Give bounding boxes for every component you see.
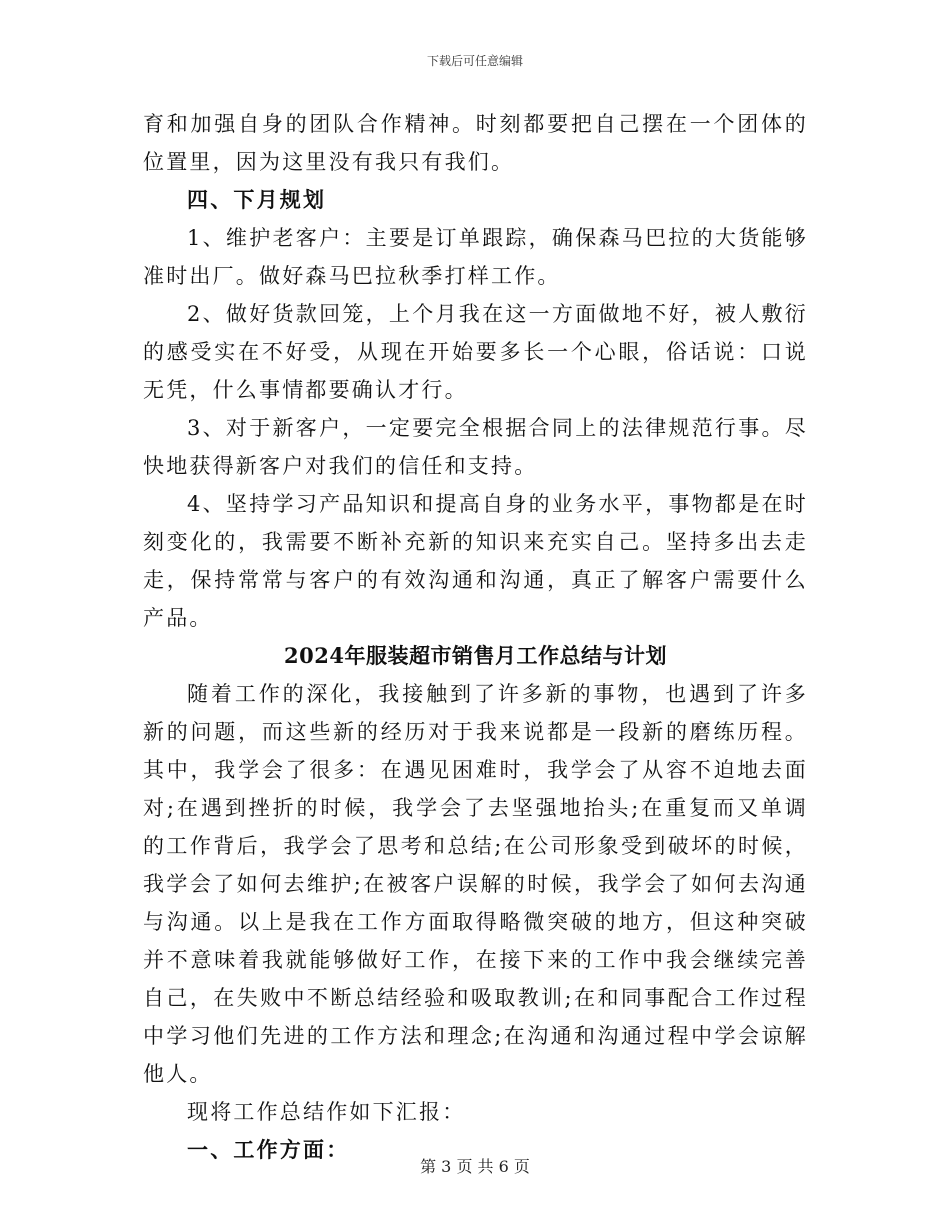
continuation-paragraph: 育和加强自身的团队合作精神。时刻都要把自己摆在一个团体的位置里，因为这里没有我只有我们。	[143, 112, 808, 174]
plan-item: 3、对于新客户，一定要完全根据合同上的法律规范行事。尽快地获得新客户对我们的信任和支持。	[143, 416, 808, 478]
page-header-note: 下载后可任意编辑	[426, 54, 523, 68]
report-paragraph: 现将工作总结作如下汇报：	[187, 1100, 466, 1124]
intro-paragraph: 随着工作的深化，我接触到了许多新的事物，也遇到了许多新的问题，而这些新的经历对于我来说都是一段新的磨练历程。其中，我学会了很多：在遇见困难时，我学会了从容不迫地去面对;在遇到挫折的时候，我学会了去坚强地抬头;在重复而又单调的工作背后，我学会了思考和总结;在公司形象受到破坏的时候，我学会了如何去维护;在被客户误解的时候，我学会了如何去沟通与沟通。以上是我在工作方面取得略微突破的地方，但这种突破并不意味着我就能够做好工作，在接下来的工作中我会继续完善自己，在失败中不断总结经验和吸取教训;在和同事配合工作过程中学习他们先进的工作方法和理念;在沟通和沟通过程中学会谅解他人。	[143, 682, 808, 1086]
document-body	[143, 105, 808, 1169]
document-title: 2024年服装超市销售月工作总结与计划	[284, 643, 667, 668]
section-heading-work: 一、工作方面：	[187, 1137, 350, 1162]
section-heading-plan: 四、下月规划	[187, 187, 327, 212]
plan-item: 2、做好货款回笼，上个月我在这一方面做地不好，被人敷衍的感受实在不好受，从现在开始要多长一个心眼，俗话说：口说无凭，什么事情都要确认才行。	[143, 302, 808, 402]
plan-item: 1、维护老客户：主要是订单跟踪，确保森马巴拉的大货能够准时出厂。做好森马巴拉秋季打样工作。	[143, 226, 808, 288]
page-number: 第 3 页 共 6 页	[420, 1157, 530, 1176]
plan-item: 4、坚持学习产品知识和提高自身的业务水平，事物都是在时刻变化的，我需要不断补充新的知识来充实自己。坚持多出去走走，保持常常与客户的有效沟通和沟通，真正了解客户需要什么产品。	[143, 492, 808, 630]
